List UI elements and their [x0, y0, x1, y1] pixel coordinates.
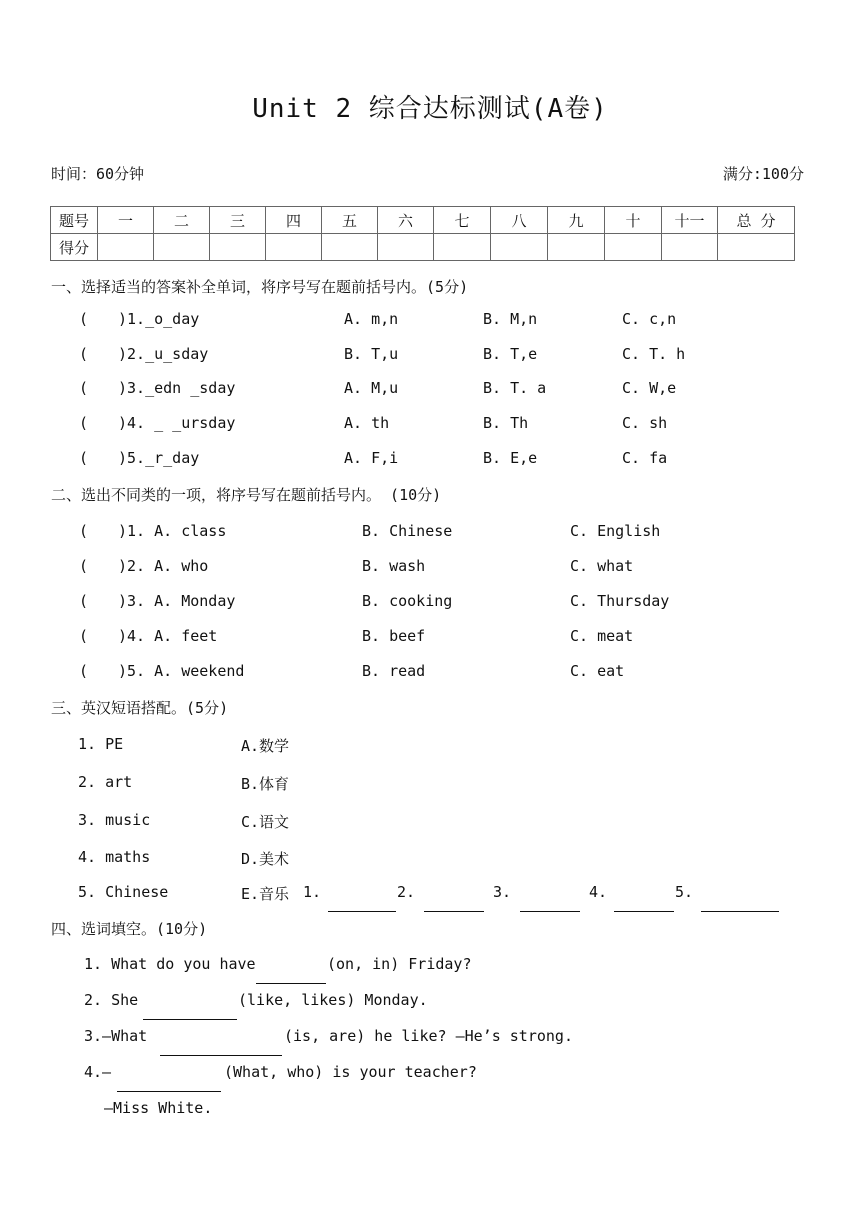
- option-b: B. T. a: [483, 379, 547, 397]
- fill-stem: 4.—: [84, 1063, 112, 1081]
- question-stem: )5._r_day: [118, 449, 200, 467]
- question-row: [0, 592, 860, 614]
- answer-paren[interactable]: (: [79, 414, 89, 432]
- page-title: Unit 2 综合达标测试(A卷): [252, 94, 608, 124]
- score-input[interactable]: [662, 234, 718, 261]
- fill-row: [0, 991, 860, 1013]
- answer-label: 4.: [589, 883, 608, 901]
- option-c: C. eat: [570, 662, 625, 680]
- match-row: [0, 883, 860, 905]
- option-c: C. c,n: [622, 310, 677, 328]
- option-a: A. F,i: [344, 449, 399, 467]
- answer-label: 5.: [675, 883, 694, 901]
- score-input[interactable]: [548, 234, 605, 261]
- score-cell: 四: [266, 207, 322, 234]
- section-4-heading: 四、选词填空。(10分): [51, 920, 208, 938]
- question-stem: )1. A. class: [118, 522, 227, 540]
- score-cell: 六: [378, 207, 434, 234]
- question-row: [0, 379, 860, 401]
- answer-label: 1.: [303, 883, 322, 901]
- score-input[interactable]: [378, 234, 434, 261]
- score-cell: 十: [605, 207, 662, 234]
- answer-blank[interactable]: [520, 897, 580, 912]
- score-input[interactable]: [322, 234, 378, 261]
- fill-blank[interactable]: [117, 1077, 221, 1092]
- question-stem: )3. A. Monday: [118, 592, 236, 610]
- score-cell: 三: [210, 207, 266, 234]
- option-b: B. Chinese: [362, 522, 453, 540]
- score-input[interactable]: [434, 234, 491, 261]
- score-cell: 七: [434, 207, 491, 234]
- fill-options: (What, who) is your teacher?: [224, 1063, 477, 1081]
- fill-row: [0, 955, 860, 977]
- answer-blank[interactable]: [424, 897, 484, 912]
- option-a: A. m,n: [344, 310, 399, 328]
- question-stem: )2. A. who: [118, 557, 209, 575]
- score-cell: 八: [491, 207, 548, 234]
- fill-blank[interactable]: [143, 1005, 237, 1020]
- match-chinese: C.语文: [241, 813, 290, 831]
- fill-blank[interactable]: [160, 1041, 282, 1056]
- question-stem: )5. A. weekend: [118, 662, 245, 680]
- answer-paren[interactable]: (: [79, 662, 89, 680]
- score-cell: 题号: [51, 207, 98, 234]
- option-c: C. T. h: [622, 345, 686, 363]
- answer-blank[interactable]: [701, 897, 779, 912]
- fill-row: [0, 1063, 860, 1085]
- answer-paren[interactable]: (: [79, 379, 89, 397]
- question-row: [0, 557, 860, 579]
- answer-paren[interactable]: (: [79, 627, 89, 645]
- match-english: 3. music: [78, 811, 151, 829]
- option-c: C. fa: [622, 449, 668, 467]
- option-b: B. wash: [362, 557, 426, 575]
- option-b: B. beef: [362, 627, 426, 645]
- fill-stem: 3.—What: [84, 1027, 148, 1045]
- fill-options: (like, likes) Monday.: [238, 991, 428, 1009]
- option-a: B. T,u: [344, 345, 399, 363]
- question-stem: )1._o_day: [118, 310, 200, 328]
- match-english: 5. Chinese: [78, 883, 169, 901]
- question-stem: )4. _ _ursday: [118, 414, 236, 432]
- fill-options: (on, in) Friday?: [327, 955, 472, 973]
- score-cell: 九: [548, 207, 605, 234]
- match-chinese: E.音乐: [241, 885, 290, 903]
- fill-options: (is, are) he like? —He’s strong.: [284, 1027, 573, 1045]
- score-input[interactable]: [491, 234, 548, 261]
- answer-paren[interactable]: (: [79, 592, 89, 610]
- fill-row: [0, 1027, 860, 1049]
- question-row: [0, 310, 860, 332]
- match-row: [0, 811, 860, 833]
- option-b: B. Th: [483, 414, 529, 432]
- option-b: B. read: [362, 662, 426, 680]
- full-score: 满分:100分: [722, 165, 804, 183]
- match-chinese: A.数学: [241, 737, 290, 755]
- score-input[interactable]: [718, 234, 795, 261]
- match-row: [0, 773, 860, 795]
- score-header-row: [51, 207, 795, 234]
- question-row: [0, 345, 860, 367]
- answer-paren[interactable]: (: [79, 557, 89, 575]
- option-c: C. sh: [622, 414, 668, 432]
- section-3-heading: 三、英汉短语搭配。(5分): [51, 699, 229, 717]
- answer-paren[interactable]: (: [79, 449, 89, 467]
- option-a: A. th: [344, 414, 390, 432]
- option-c: C. English: [570, 522, 661, 540]
- match-chinese: B.体育: [241, 775, 290, 793]
- question-stem: )2._u_sday: [118, 345, 209, 363]
- score-input[interactable]: [210, 234, 266, 261]
- answer-label: 3.: [493, 883, 512, 901]
- match-english: 4. maths: [78, 848, 151, 866]
- option-b: B. E,e: [483, 449, 538, 467]
- time-limit: 时间：60分钟: [51, 165, 145, 183]
- fill-stem: 2. She: [84, 991, 139, 1009]
- option-a: A. M,u: [344, 379, 399, 397]
- score-cell: 二: [154, 207, 210, 234]
- option-b: B. M,n: [483, 310, 538, 328]
- reply-line: —Miss White.: [104, 1099, 213, 1117]
- answer-paren[interactable]: (: [79, 522, 89, 540]
- score-label: 得分: [51, 234, 98, 261]
- question-row: [0, 627, 860, 649]
- score-cell: 一: [98, 207, 154, 234]
- answer-label: 2.: [397, 883, 416, 901]
- score-cell: 五: [322, 207, 378, 234]
- match-english: 2. art: [78, 773, 133, 791]
- option-c: C. Thursday: [570, 592, 670, 610]
- question-row: [0, 414, 860, 436]
- score-cell: 总 分: [718, 207, 795, 234]
- option-c: C. meat: [570, 627, 634, 645]
- match-row: [0, 735, 860, 757]
- question-row: [0, 522, 860, 544]
- match-english: 1. PE: [78, 735, 124, 753]
- match-chinese: D.美术: [241, 850, 290, 868]
- question-stem: )3._edn _sday: [118, 379, 236, 397]
- option-c: C. what: [570, 557, 634, 575]
- question-row: [0, 662, 860, 684]
- answer-blank[interactable]: [328, 897, 396, 912]
- option-b: B. T,e: [483, 345, 538, 363]
- score-input[interactable]: [154, 234, 210, 261]
- score-input[interactable]: [98, 234, 154, 261]
- question-row: [0, 449, 860, 471]
- question-stem: )4. A. feet: [118, 627, 218, 645]
- section-1-heading: 一、选择适当的答案补全单词，将序号写在题前括号内。(5分): [51, 278, 469, 296]
- answer-paren[interactable]: (: [79, 345, 89, 363]
- option-b: B. cooking: [362, 592, 453, 610]
- score-cell: 十一: [662, 207, 718, 234]
- section-2-heading: 二、选出不同类的一项，将序号写在题前括号内。 (10分): [51, 486, 442, 504]
- score-table: [50, 206, 795, 261]
- score-input[interactable]: [266, 234, 322, 261]
- score-input-row: [51, 234, 795, 261]
- score-input[interactable]: [605, 234, 662, 261]
- fill-stem: 1. What do you have: [84, 955, 256, 973]
- fill-blank[interactable]: [256, 969, 326, 984]
- answer-blank[interactable]: [614, 897, 674, 912]
- answer-paren[interactable]: (: [79, 310, 89, 328]
- option-c: C. W,e: [622, 379, 677, 397]
- match-row: [0, 848, 860, 870]
